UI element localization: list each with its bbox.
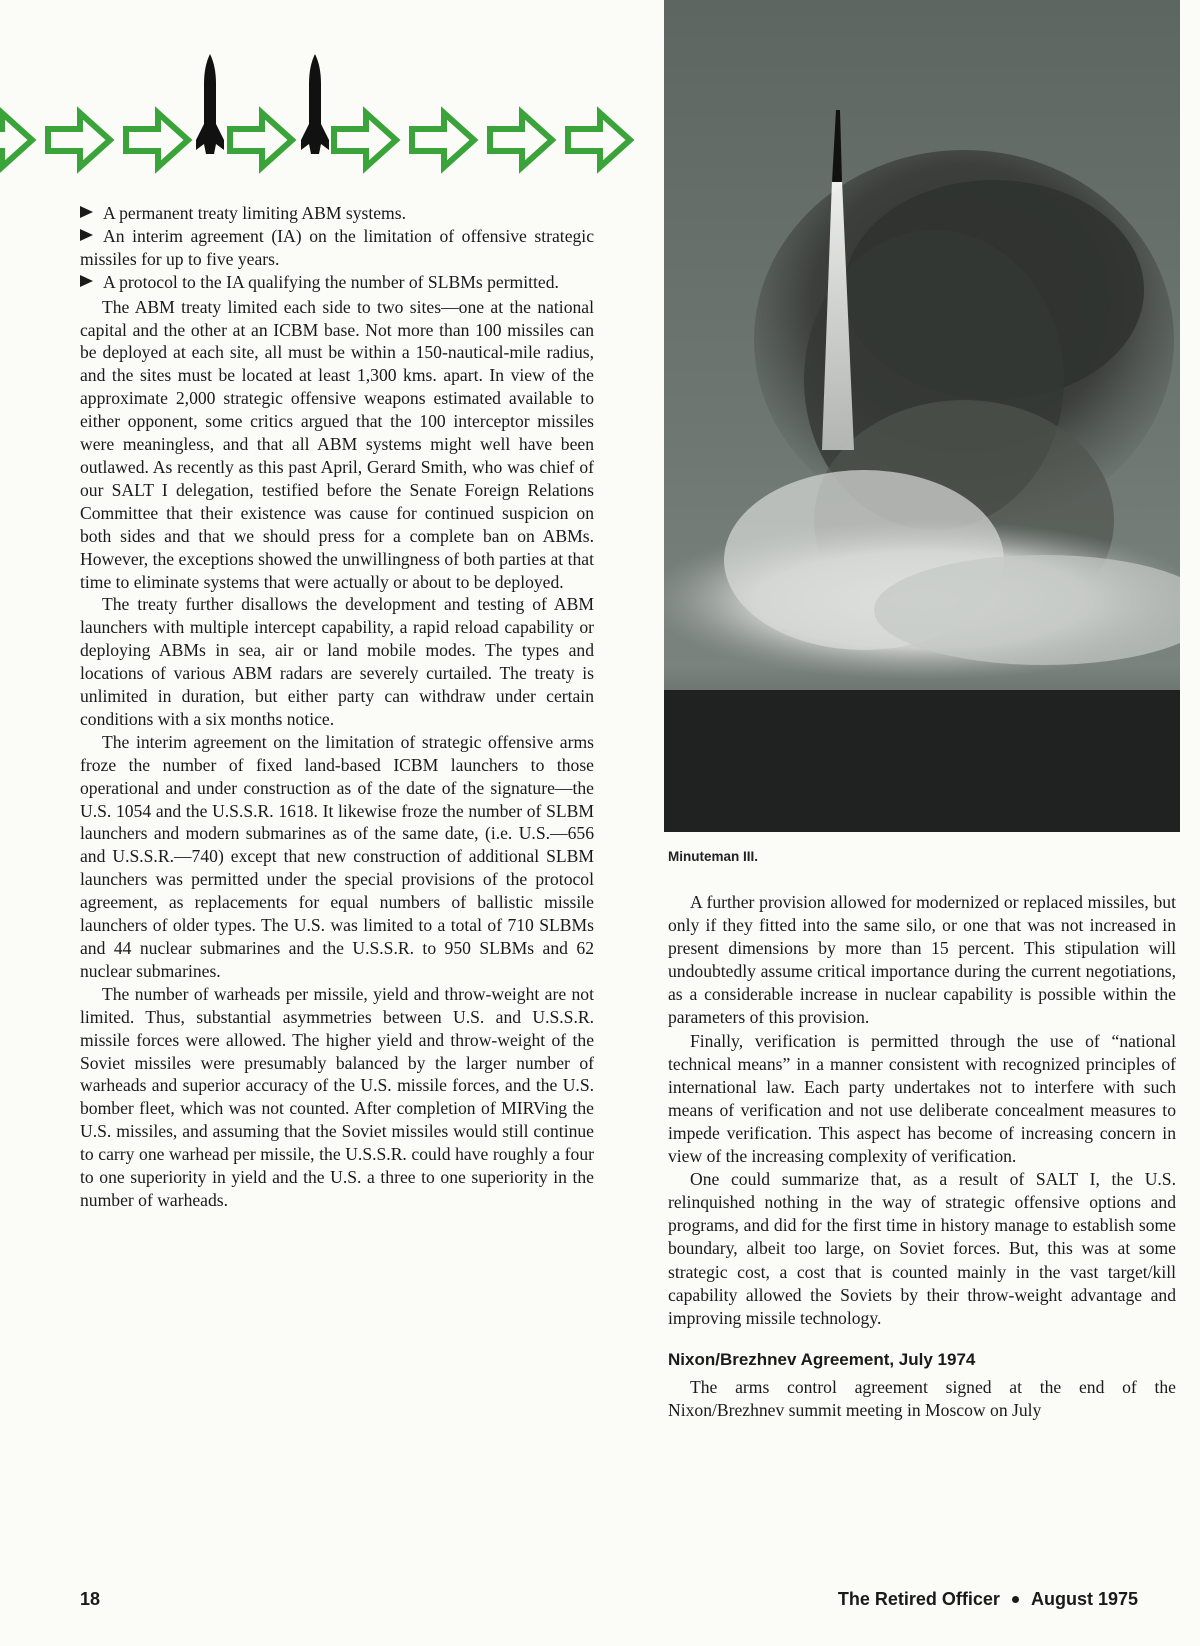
- green-arrow-icon: [0, 113, 32, 167]
- body-paragraph: A further provision allowed for modernized or replaced missiles, but only if they fitted into the same silo, or one that was not increased in present dimensions by more than 15 percent. This stipulation will undoubtedly assume critical importance during the current negotiations, as a considerable increase in nuclear capability is possible within the parameters of this provision.: [668, 892, 1176, 1028]
- section-heading: Nixon/Brezhnev Agreement, July 1974: [668, 1349, 976, 1369]
- green-arrow-icon: [48, 113, 110, 167]
- missile-icon: [301, 54, 329, 154]
- bullet-item: [80, 271, 594, 294]
- green-arrow-icon: [334, 113, 396, 167]
- photo-caption: Minuteman III.: [668, 849, 759, 864]
- bullet-text: An interim agreement (IA) on the limitation of offensive strategic missiles for up to five years.: [80, 225, 594, 269]
- bullet-triangle-icon: [80, 206, 93, 218]
- launch-photo-illustration: [664, 0, 1180, 832]
- publication-footer: [838, 1589, 1138, 1610]
- publication-name: The Retired Officer: [837, 1589, 1000, 1609]
- left-column: [80, 202, 594, 1212]
- green-arrow-icon: [568, 113, 630, 167]
- bullet-item: [80, 225, 594, 271]
- body-paragraph: Finally, verification is permitted through the use of “national technical means” in a manner consistent with recognized principles of international law. Each party undertakes not to interfere with such means of verification and not use deliberate concealment measures to impede verification. This aspect has become of increasing concern in view of the increasing complexity of verification.: [668, 1030, 1176, 1167]
- arrows-missiles-banner: [0, 48, 650, 178]
- green-arrow-icon: [412, 113, 474, 167]
- issue-date: August 1975: [1030, 1589, 1138, 1609]
- body-paragraph: The ABM treaty limited each side to two sites—one at the national capital and the other at an ICBM base. Not more than 100 missiles can be deployed at each site, all must be within a 150-nautical-mile radius, and the sites must be located at least 1,300 kms. apart. In view of the approximate 2,000 strategic offensive weapons estimated available to either opponent, some critics argued that the 100 interceptor missiles were meaningless, and that all ABM systems might well have been outlawed. As recently as this past April, Gerard Smith, who was chief of our SALT I delegation, testified before the Senate Foreign Relations Committee that their existence was cause for continued suspicion on both sides and that we should press for a complete ban on ABMs. However, the exceptions showed the unwillingness of both parties at that time to eliminate systems that were actually or about to be deployed.: [80, 296, 594, 592]
- page-number: 18: [80, 1589, 101, 1609]
- body-paragraph: The number of warheads per missile, yield and throw-weight are not limited. Thus, substantial asymmetries between U.S. and U.S.S.R. missile forces were allowed. The higher yield and throw-weight of the Soviet missiles were presumably balanced by the larger number of warheads and superior accuracy of the U.S. missile forces, and the U.S. bomber fleet, which was not counted. After completion of MIRVing the U.S. missiles, and assuming that the Soviet missiles would still continue to carry one warhead per missile, the U.S.S.R. could have roughly a four to one superiority in yield and the U.S. a three to one superiority in the number of warheads.: [80, 983, 594, 1210]
- green-arrow-icon: [126, 113, 188, 167]
- bullet-dot-icon: [1012, 1596, 1019, 1603]
- bullet-text: A protocol to the IA qualifying the number of SLBMs permitted.: [103, 271, 559, 292]
- minuteman-launch-photo: [664, 0, 1180, 832]
- bullet-triangle-icon: [80, 275, 93, 287]
- right-column: [668, 891, 1176, 1422]
- bullet-text: A permanent treaty limiting ABM systems.: [103, 203, 406, 223]
- missile-icon: [196, 54, 224, 154]
- green-arrow-icon: [230, 113, 292, 167]
- body-paragraph: The arms control agreement signed at the end of the Nixon/Brezhnev summit meeting in Moscow on July: [668, 1376, 1176, 1420]
- bullet-triangle-icon: [80, 229, 93, 241]
- body-paragraph: One could summarize that, as a result of SALT I, the U.S. relinquished nothing in the way of strategic offensive options and programs, and did for the first time in history manage to establish some boundary, albeit too large, on Soviet forces. But, this was at some strategic cost, a cost that is counted mainly in the vast target/kill capability allowed the Soviets by their throw-weight advantage and improving missile technology.: [668, 1169, 1176, 1328]
- bullet-item: [80, 202, 594, 225]
- green-arrow-icon: [490, 113, 552, 167]
- body-paragraph: The interim agreement on the limitation of strategic offensive arms froze the number of fixed land-based ICBM launchers to those operational and under construction as of the date of the signature—the U.S. 1054 and the U.S.S.R. 1618. It likewise froze the number of SLBM launchers and modern submarines as of the same date, (i.e. U.S.—656 and U.S.S.R.—740) except that new construction of additional SLBM launchers was permitted under the special provisions of the protocol agreement, as replacements for equal numbers of ballistic missile launchers of older types. The U.S. was limited to a total of 710 SLBMs and 44 nuclear submarines and the U.S.S.R. to 950 SLBMs and 62 nuclear submarines.: [80, 731, 594, 981]
- body-paragraph: The treaty further disallows the development and testing of ABM launchers with multiple intercept capability, a rapid reload capability or deploying ABMs in sea, air or land mobile modes. The types and locations of various ABM radars are severely curtailed. The treaty is unlimited in duration, but either party can withdraw under certain conditions with a six months notice.: [80, 594, 594, 729]
